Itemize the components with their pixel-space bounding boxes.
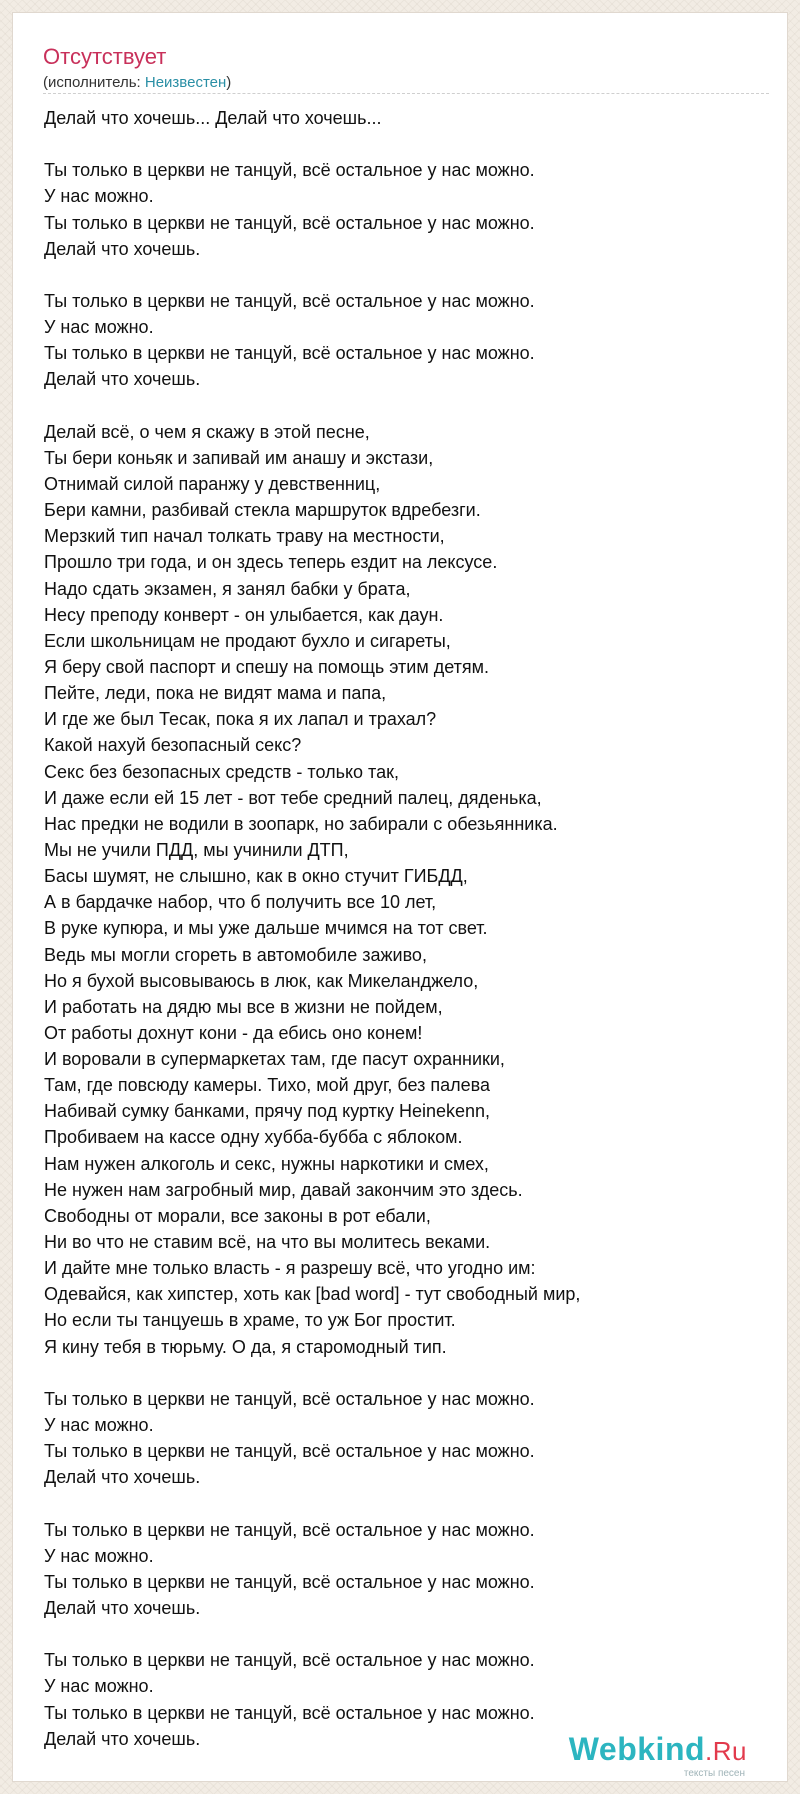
logo-tagline: тексты песен	[683, 1768, 745, 1779]
lyrics-line: Ты только в церкви не танцуй, всё остальное у нас можно.	[44, 1702, 535, 1723]
lyrics-line: Какой нахуй безопасный секс?	[44, 735, 302, 756]
lyrics-line: Ты только в церкви не танцуй, всё остальное у нас можно.	[44, 343, 535, 364]
lyrics-line: У нас можно.	[44, 1545, 154, 1566]
artist-line	[43, 73, 769, 93]
lyrics-line: Ведь мы могли сгореть в автомобиле заживо,	[44, 944, 427, 965]
lyrics-line: Ты только в церкви не танцуй, всё остальное у нас можно.	[44, 1571, 535, 1592]
lyrics-line: Одевайся, как хипстер, хоть как [bad word] - тут свободный мир,	[44, 1284, 581, 1305]
lyrics-line: Ты только в церкви не танцуй, всё остальное у нас можно.	[44, 1388, 535, 1409]
logo-tld: .Ru	[705, 1736, 747, 1766]
lyrics-line: И воровали в супермаркетах там, где пасут охранники,	[44, 1049, 505, 1070]
lyrics-line: Бери камни, разбивай стекла маршруток вдребезги.	[44, 500, 481, 521]
lyrics-card	[12, 12, 788, 1782]
lyrics-line: Ни во что не ставим всё, на что вы молитесь веками.	[44, 1232, 491, 1253]
lyrics-line: Басы шумят, не слышно, как в окно стучит ГИБДД,	[44, 866, 468, 887]
logo-name: Webkind	[568, 1731, 706, 1767]
lyrics-blank-line	[44, 262, 770, 288]
lyrics-line: В руке купюра, и мы уже дальше мчимся на тот свет.	[44, 918, 488, 939]
song-title: Отсутствует	[43, 44, 167, 69]
lyrics-line: А в бардачке набор, что б получить все 10 лет,	[44, 892, 437, 913]
lyrics-line: Отнимай силой паранжу у девственниц,	[44, 473, 381, 494]
lyrics-line: Нас предки не водили в зоопарк, но забирали с обезьянника.	[44, 813, 558, 834]
lyrics-line: От работы дохнут кони - да ебись оно конем!	[44, 1022, 423, 1043]
lyrics-line: Ты только в церкви не танцуй, всё остальное у нас можно.	[44, 212, 535, 233]
lyrics-line: У нас можно.	[44, 317, 154, 338]
lyrics-line: У нас можно.	[44, 1676, 154, 1697]
lyrics-line: Ты только в церкви не танцуй, всё остальное у нас можно.	[44, 1650, 535, 1671]
lyrics-line: Делай что хочешь.	[44, 1728, 201, 1749]
lyrics-line: Там, где повсюду камеры. Тихо, мой друг, без палева	[44, 1075, 491, 1096]
lyrics-line: Секс без безопасных средств - только так,	[44, 761, 399, 782]
artist-prefix: (исполнитель:	[43, 74, 145, 91]
lyrics-line: Я беру свой паспорт и спешу на помощь этим детям.	[44, 656, 490, 677]
lyrics-line: Пробиваем на кассе одну хубба-бубба с яблоком.	[44, 1127, 463, 1148]
lyrics-line: Ты бери коньяк и запивай им анашу и экстази,	[44, 447, 434, 468]
lyrics-line: Делай что хочешь.	[44, 1467, 201, 1488]
lyrics-line: Свободны от морали, все законы в рот ебали,	[44, 1205, 431, 1226]
lyrics-text	[44, 105, 770, 1752]
lyrics-line: Делай что хочешь.	[44, 1598, 201, 1619]
lyrics-line: Делай что хочешь.	[44, 369, 201, 390]
lyrics-blank-line	[44, 1621, 770, 1647]
lyrics-blank-line	[44, 131, 770, 157]
lyrics-line: Нам нужен алкоголь и секс, нужны наркотики и смех,	[44, 1153, 489, 1174]
song-header	[43, 43, 769, 93]
lyrics-line: Но если ты танцуешь в храме, то уж Бог простит.	[44, 1310, 456, 1331]
lyrics-line: Если школьницам не продают бухло и сигареты,	[44, 630, 451, 651]
lyrics-line: И где же был Тесак, пока я их лапал и трахал?	[44, 709, 437, 730]
header-divider	[43, 93, 769, 94]
lyrics-line: Мерзкий тип начал толкать траву на местности,	[44, 526, 445, 547]
lyrics-line: Ты только в церкви не танцуй, всё остальное у нас можно.	[44, 1519, 535, 1540]
lyrics-blank-line	[44, 1360, 770, 1386]
artist-suffix: )	[226, 74, 232, 91]
lyrics-line: Мы не учили ПДД, мы учинили ДТП,	[44, 839, 349, 860]
lyrics-line: И дайте мне только власть - я разрешу всё, что угодно им:	[44, 1258, 536, 1279]
lyrics-line: Ты только в церкви не танцуй, всё остальное у нас можно.	[44, 160, 535, 181]
lyrics-line: Несу преподу конверт - он улыбается, как даун.	[44, 604, 444, 625]
lyrics-line: У нас можно.	[44, 1415, 154, 1436]
lyrics-line: И работать на дядю мы все в жизни не пойдем,	[44, 996, 443, 1017]
artist-link[interactable]: Неизвестен	[144, 74, 227, 91]
lyrics-line: Ты только в церкви не танцуй, всё остальное у нас можно.	[44, 1441, 535, 1462]
lyrics-line: Делай что хочешь.	[44, 238, 201, 259]
lyrics-line: У нас можно.	[44, 186, 154, 207]
lyrics-blank-line	[44, 393, 770, 419]
lyrics-line: Прошло три года, и он здесь теперь ездит на лексусе.	[44, 552, 498, 573]
lyrics-line: Ты только в церкви не танцуй, всё остальное у нас можно.	[44, 290, 535, 311]
lyrics-line: Я кину тебя в тюрьму. О да, я старомодный тип.	[44, 1336, 447, 1357]
lyrics-line: Надо сдать экзамен, я занял бабки у брата,	[44, 578, 411, 599]
site-logo[interactable]	[569, 1733, 747, 1779]
lyrics-line: Делай всё, о чем я скажу в этой песне,	[44, 421, 370, 442]
lyrics-line: Пейте, леди, пока не видят мама и папа,	[44, 683, 387, 704]
logo-wordmark	[569, 1733, 747, 1767]
lyrics-line: И даже если ей 15 лет - вот тебе средний палец, дяденька,	[44, 787, 542, 808]
lyrics-line: Делай что хочешь... Делай что хочешь...	[44, 108, 382, 128]
lyrics-line: Набивай сумку банками, прячу под куртку Heinekenn,	[44, 1101, 491, 1122]
lyrics-line: Не нужен нам загробный мир, давай закончим это здесь.	[44, 1179, 523, 1200]
lyrics-line: Но я бухой высовываюсь в люк, как Микеланджело,	[44, 970, 479, 991]
lyrics-blank-line	[44, 1490, 770, 1516]
